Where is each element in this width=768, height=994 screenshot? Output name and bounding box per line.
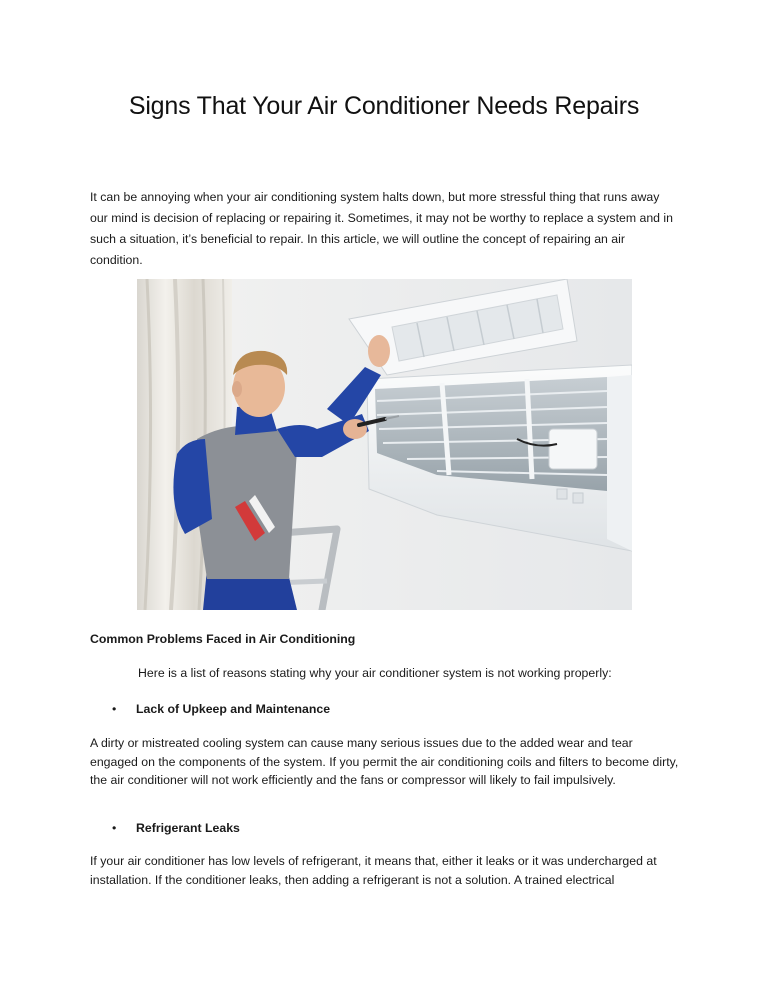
bullet-item-upkeep: [112, 702, 330, 716]
section-heading-common-problems: Common Problems Faced in Air Conditioning: [90, 632, 356, 646]
bullet-glyph: •: [112, 702, 117, 716]
bullet-heading: Lack of Upkeep and Maintenance: [136, 702, 331, 716]
technician-repairing-ac-photo: [137, 279, 632, 610]
document-title: Signs That Your Air Conditioner Needs Repairs: [128, 92, 640, 120]
upkeep-paragraph: A dirty or mistreated cooling system can cause many serious issues due to the added wear and tear engaged on the components of the system. If you permit the air conditioning coils and filters to become dirty, the air conditioner will not work efficiently and the fans or compressor will likely to fail impulsively.: [90, 736, 679, 787]
section-intro: Here is a list of reasons stating why your air conditioner system is not working properly:: [138, 666, 612, 680]
bullet-item-refrigerant: [112, 821, 240, 835]
intro-paragraph: It can be annoying when your air conditioning system halts down, but more stressful thing that runs away our mind is decision of replacing or repairing it. Sometimes, it may not be worthy to replace a system and in such a situation, it’s beneficial to repair. In this article, we will outline the concept of repairing an air condition.: [90, 190, 674, 267]
bullet-heading: Refrigerant Leaks: [136, 821, 240, 835]
refrigerant-paragraph: If your air conditioner has low levels of refrigerant, it means that, either it leaks or it was undercharged at installation. If the conditioner leaks, then adding a refrigerant is not a solution. A trained electrical: [90, 854, 657, 887]
photo-illustration: [137, 279, 632, 610]
bullet-glyph: •: [112, 821, 117, 835]
